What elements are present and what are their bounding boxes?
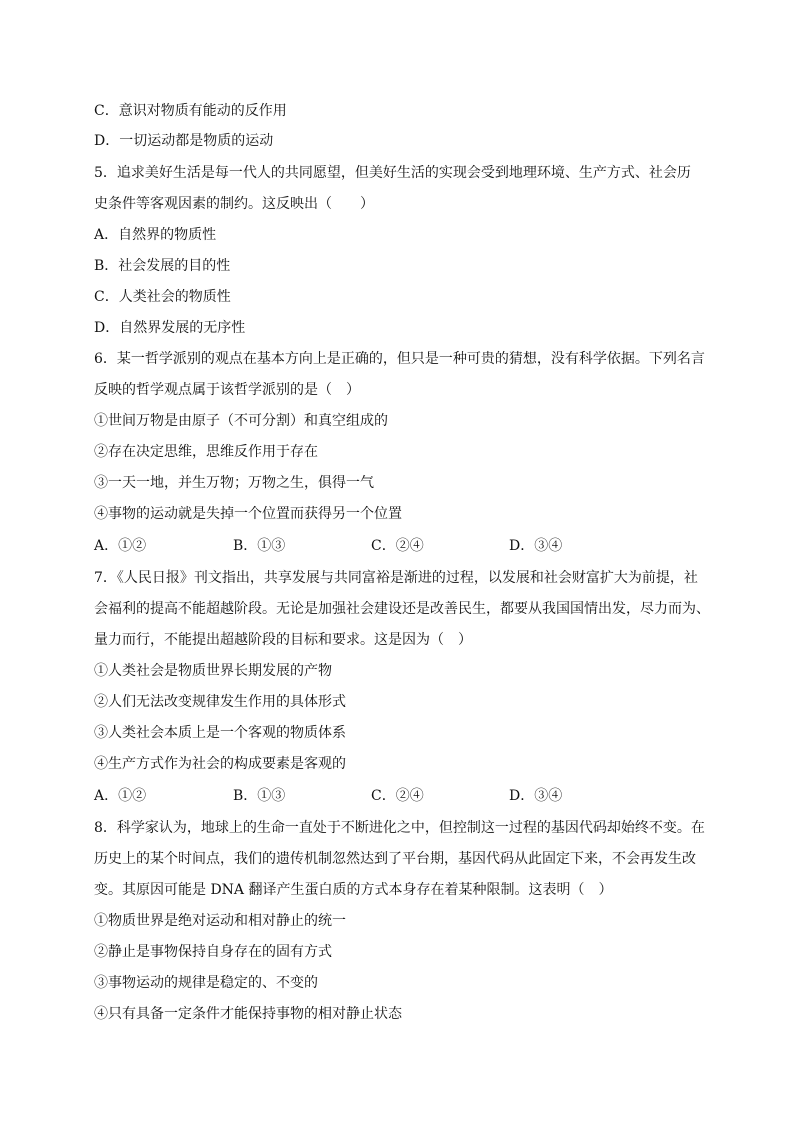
question-6-stem-line-2: 反映的哲学观点属于该哲学派别的是（ ） (94, 382, 360, 398)
question-8-stem-line-3: 变。其原因可能是 DNA 翻译产生蛋白质的方式本身存在着某种限制。这表明（ ） (94, 882, 613, 898)
question-8-statement-3: ③事物运动的规律是稳定的、不变的 (94, 975, 318, 991)
question-6-statement-1: ①世间万物是由原子（不可分割）和真空组成的 (94, 413, 388, 429)
question-5-stem-line-2: 史条件等客观因素的制约。这反映出（ ） (94, 196, 374, 212)
question-6-statement-3: ③一天一地，并生万物；万物之生，俱得一气 (94, 475, 374, 491)
question-7-stem-line-3: 量力而行，不能提出超越阶段的目标和要求。这是因为（ ） (94, 632, 472, 648)
question-7-choice-d: D．③④ (509, 788, 563, 804)
question-6-statement-2: ②存在决定思维，思维反作用于存在 (94, 444, 318, 460)
question-5-option-b: B．社会发展的目的性 (94, 258, 231, 274)
question-7-choice-c: C．②④ (371, 788, 424, 804)
question-6-choice-c: C．②④ (371, 538, 424, 554)
question-5-option-c: C．人类社会的物质性 (94, 289, 231, 305)
question-8-statement-4: ④只有具备一定条件才能保持事物的相对静止状态 (94, 1006, 402, 1022)
question-8-statement-1: ①物质世界是绝对运动和相对静止的统一 (94, 913, 346, 929)
question-5-option-a: A．自然界的物质性 (94, 227, 217, 243)
question-7-stem-line-1: 7．《人民日报》刊文指出，共享发展与共同富裕是渐进的过程，以发展和社会财富扩大为前提，社 (94, 570, 698, 586)
option-d-previous-question: D．一切运动都是物质的运动 (94, 133, 274, 149)
question-6-stem-line-1: 6．某一哲学派别的观点在基本方向上是正确的，但只是一种可贵的猜想，没有科学依据。下列名言 (94, 351, 705, 367)
question-8-statement-2: ②静止是事物保持自身存在的固有方式 (94, 944, 332, 960)
question-7-choice-b: B．①③ (233, 788, 286, 804)
question-8-stem-line-2: 历史上的某个时间点，我们的遗传机制忽然达到了平台期，基因代码从此固定下来，不会再发生改 (94, 851, 696, 867)
question-5-option-d: D．自然界发展的无序性 (94, 320, 246, 336)
question-7-statement-2: ②人们无法改变规律发生作用的具体形式 (94, 694, 346, 710)
option-c-previous-question: C．意识对物质有能动的反作用 (94, 103, 287, 119)
question-7-statement-4: ④生产方式作为社会的构成要素是客观的 (94, 756, 346, 772)
question-7-statement-3: ③人类社会本质上是一个客观的物质体系 (94, 725, 346, 741)
question-6-choice-a: A．①② (94, 538, 147, 554)
question-5-stem-line-1: 5．追求美好生活是每一代人的共同愿望，但美好生活的实现会受到地理环境、生产方式、社会历 (94, 165, 691, 181)
question-7-statement-1: ①人类社会是物质世界长期发展的产物 (94, 663, 332, 679)
question-6-choice-b: B．①③ (233, 538, 286, 554)
question-8-stem-line-1: 8．科学家认为，地球上的生命一直处于不断进化之中，但控制这一过程的基因代码却始终不变。在 (94, 820, 705, 836)
question-7-choice-a: A．①② (94, 788, 147, 804)
question-7-stem-line-2: 会福利的提高不能超越阶段。无论是加强社会建设还是改善民生，都要从我国国情出发，尽力而为、 (94, 601, 710, 617)
question-6-statement-4: ④事物的运动就是失掉一个位置而获得另一个位置 (94, 506, 402, 522)
question-6-choice-d: D．③④ (509, 538, 563, 554)
